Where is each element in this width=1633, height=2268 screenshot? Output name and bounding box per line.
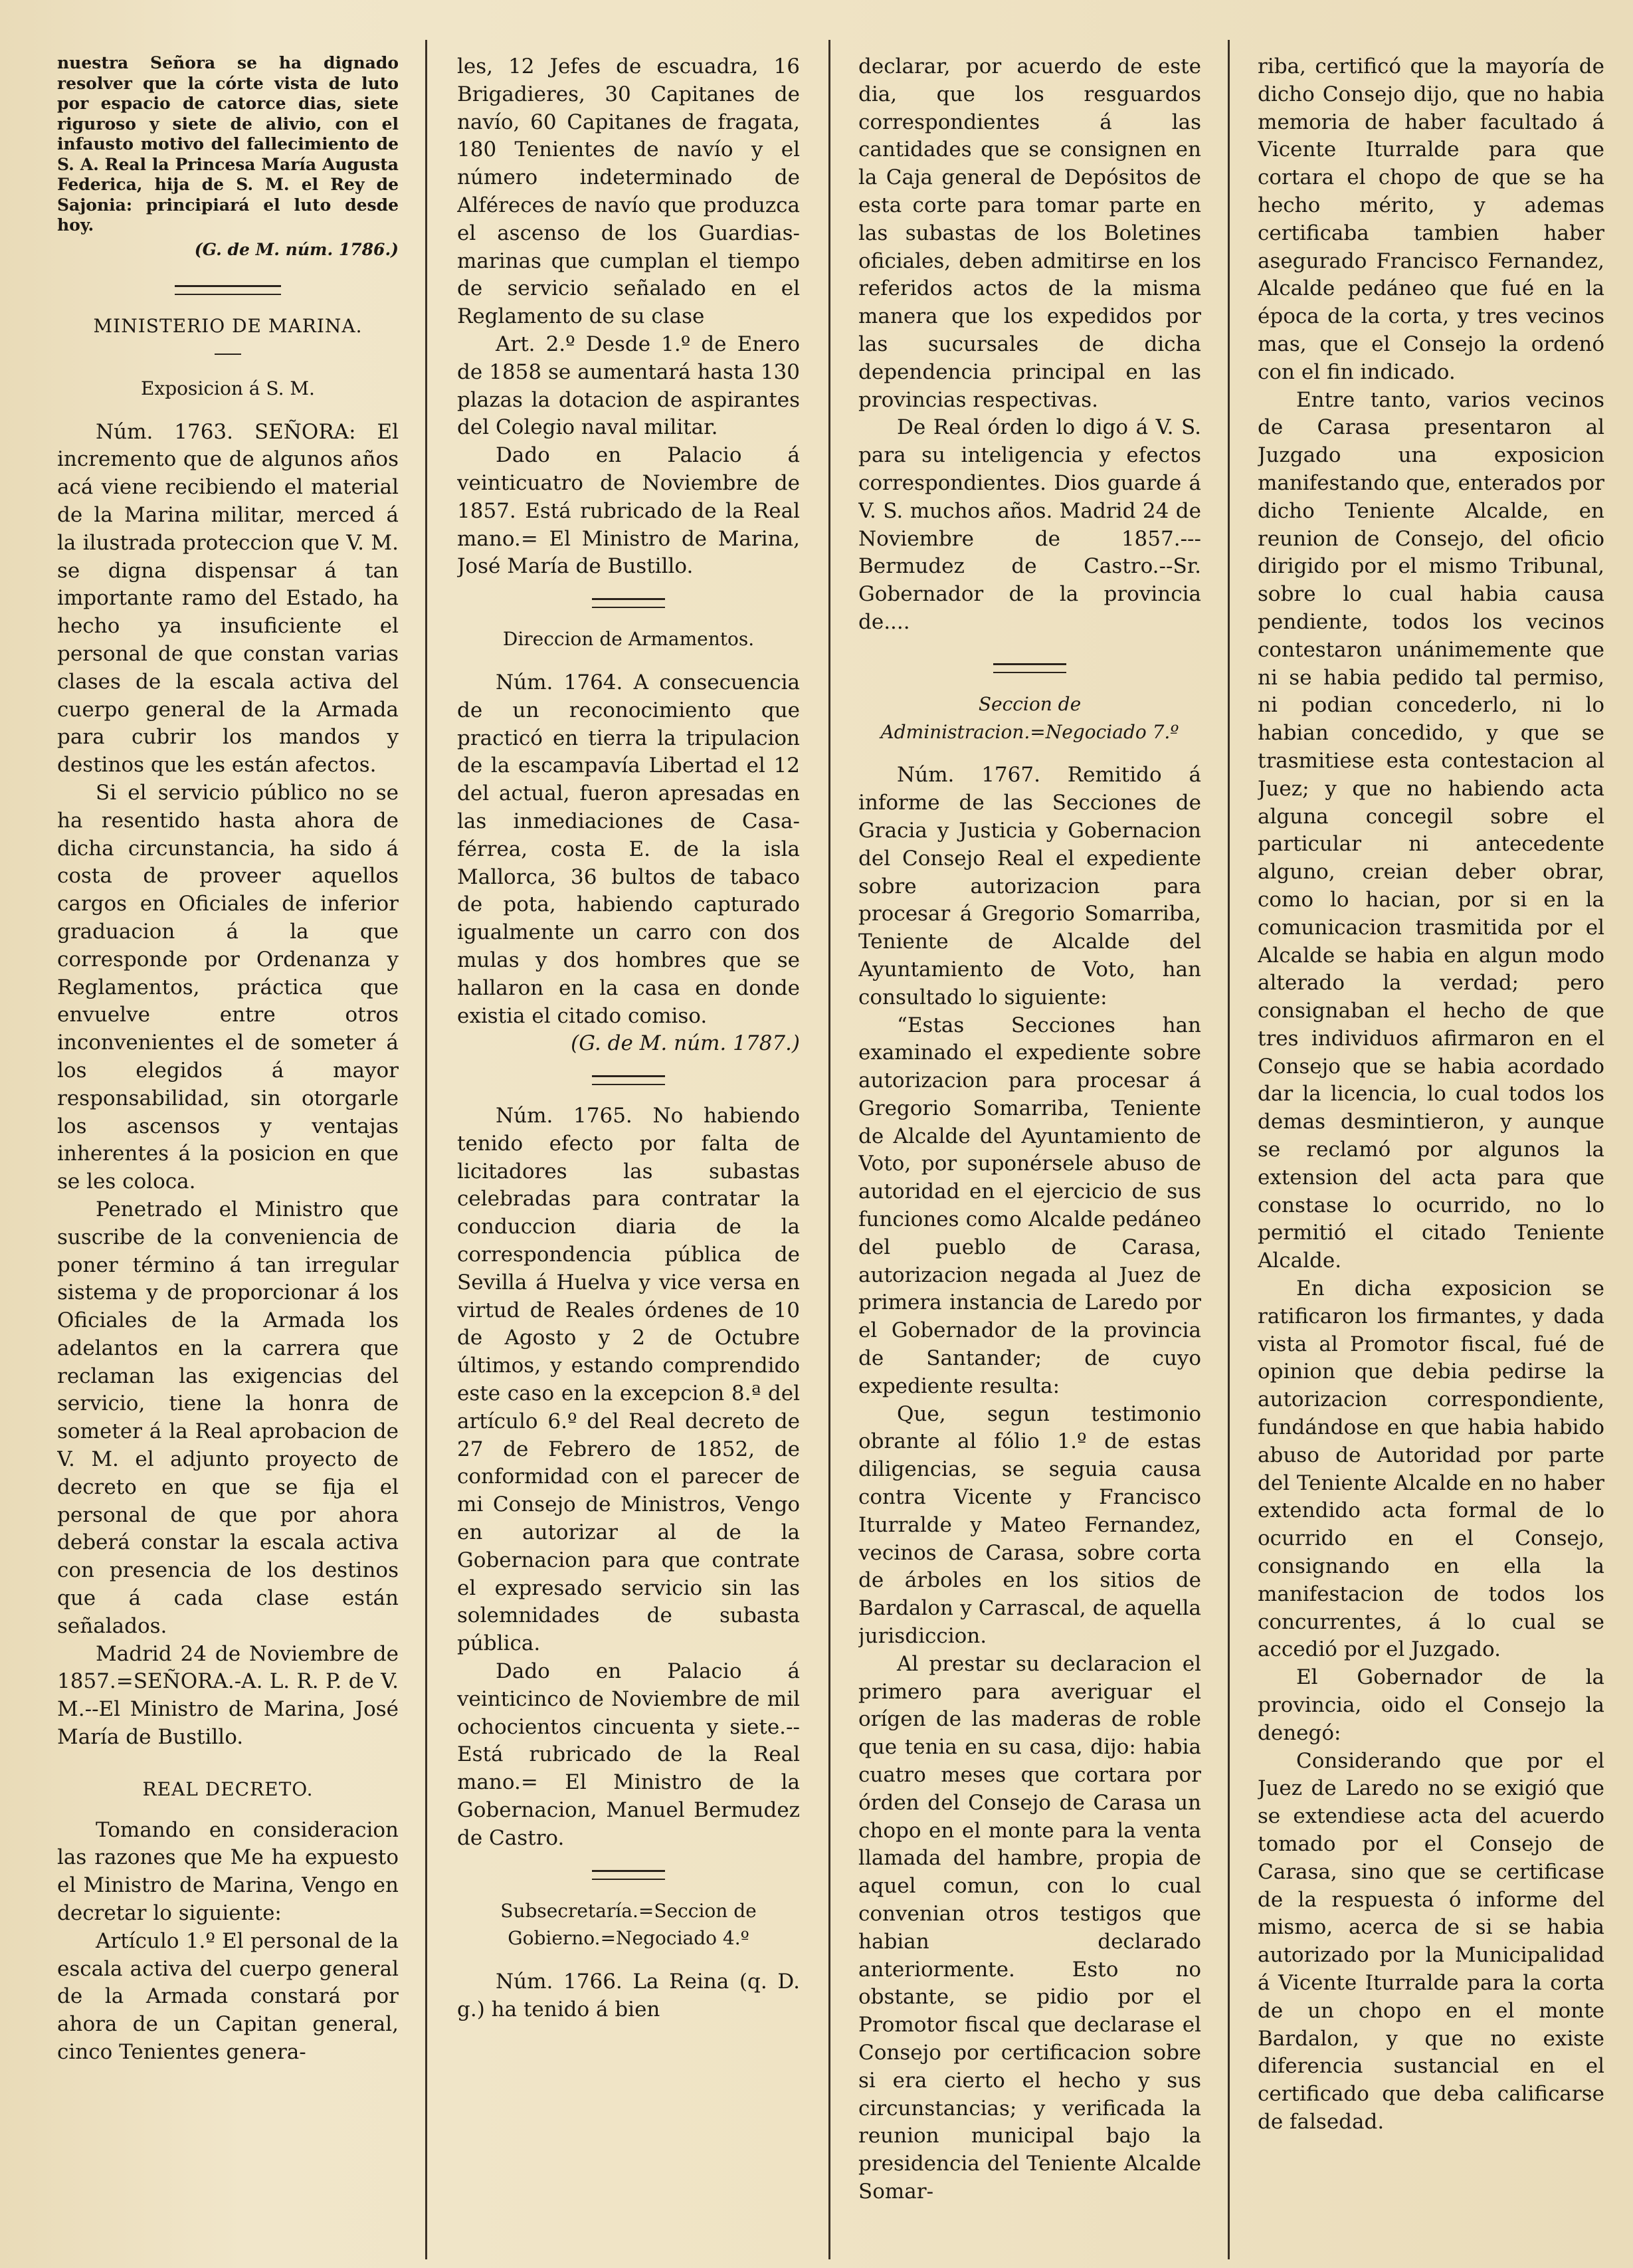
paragraph: Núm. 1764. A consecuencia de un reconocimiento que practicó en tierra la tripulacion de la escampavía Libertad el 12 del actual, fueron apresadas en las inmediaciones de Casa-férrea, costa E. de la isla Mallorca, 36 bultos de tabaco de pota, habiendo capturado igualmente un carro con dos mulas y dos hombres que se hallaron en la casa en donde existia el citado comiso. [457, 670, 800, 1028]
column-1 [57, 53, 399, 2253]
section-ornament [993, 663, 1066, 673]
column-3 [858, 53, 1201, 2253]
citation: (G. de M. núm. 1787.) [571, 1031, 800, 1056]
column-2 [457, 53, 800, 2253]
decree-heading: REAL DECRETO. [142, 1778, 314, 1800]
paragraph: Considerando que por el Juez de Laredo no se exigió que se extendiese acta del acuerdo tomado por el Consejo de Carasa, sino que se certificase de la respuesta ó informe del mismo, acerca de si se habia autorizado por la Municipalidad á Vicente Iturralde para la corta de un chopo en el monte Bardalon, y que no existe diferencia sustancial en el certificado que deba calificarse de falsedad. [1258, 1748, 1604, 2134]
paragraph: declarar, por acuerdo de este dia, que los resguardos correspondientes á las cantidades que se consignen en la Caja general de Depósitos de esta corte para tomar parte en las subastas de los Boletines oficiales, deben admitirse en los referidos actos de la misma manera que los expedidos por las sucursales de dicha dependencia principal en las provincias respectivas. [858, 54, 1201, 412]
signature-paragraph: Dado en Palacio á veinticuatro de Noviembre de 1857. Está rubricado de la Real mano.= El Ministro de Marina, José María de Bustillo. [457, 443, 800, 579]
heading-rule [215, 354, 241, 355]
ministry-heading: MINISTERIO DE MARINA. [93, 315, 363, 337]
section-ornament [592, 1870, 665, 1880]
paragraph: Al prestar su declaracion el primero para averiguar el orígen de las maderas de roble que tenia en su casa, dijo: habia cuatro meses que cortara por órden del Consejo de Carasa un chopo en el monte para la venta llamada del hambre, propia de aquel comun, con lo cual convenian otros testigos que habian declarado anteriormente. Esto no obstante, se pidio por el Promotor fiscal que declarase el Consejo por certificacion sobre si era cierto el hecho y sus circunstancias; y verificada la reunion municipal bajo la presidencia del Teniente Alcalde Somar- [858, 1651, 1201, 2204]
paragraph: Tomando en consideracion las razones que Me ha expuesto el Ministro de Marina, Vengo en decretar lo siguiente: [57, 1817, 399, 1926]
paragraph: Núm. 1765. No habiendo tenido efecto por falta de licitadores las subastas celebradas para contratar la conduccion diaria de la correspondencia pública de Sevilla á Huelva y vice versa en virtud de Reales órdenes de 10 de Agosto y 2 de Octubre últimos, y estando comprendido este caso en la excepcion 8.ª del artículo 6.º del Real decreto de 27 de Febrero de 1852, de conformidad con el parecer de mi Consejo de Ministros, Vengo en autorizar al de la Gobernacion para que contrate el expresado servicio sin las solemnidades de subasta pública. [457, 1104, 800, 1656]
section-ornament [175, 285, 281, 295]
paragraph: Artículo 1.º El personal de la escala activa del cuerpo general de la Armada constará por ahora de un Capitan general, cinco Tenientes genera- [57, 1928, 399, 2065]
paragraph: Entre tanto, varios vecinos de Carasa presentaron al Juzgado una exposicion manifestando que, enterados por dicho Teniente Alcalde, en reunion de Consejo, del oficio dirigido por el mismo Tribunal, sobre lo cual habia causa pendiente, todos los vecinos contestaron unánimemente que ni se habia pedido tal permiso, ni podian concederlo, ni lo habian concedido, y que se trasmitiese esta contestacion al Juez; y que no habiendo acta alguna concegil sobre el particular ni antecedente alguno, creian deber obrar, como lo hacian, por si en la comunicacion trasmitida por el Alcalde se habia en algun modo alterado la verdad; pero consignaban el hecho de que tres individuos afirmaron en el Consejo que se habia acordado dar la licencia, lo cual todos los demas desmintieron, y aunque se reclamó por algunos la extension del acta para que constase lo ocurrido, no lo permitió el citado Teniente Alcalde. [1258, 387, 1604, 1273]
column-4 [1258, 53, 1604, 2253]
paragraph: Art. 2.º Desde 1.º de Enero de 1858 se aumentará hasta 130 plazas la dotacion de aspirantes del Colegio naval militar. [457, 332, 800, 440]
column-divider [425, 40, 427, 2259]
decree-tail-text: nuestra Señora se ha dignado resolver que la córte vista de luto por espacio de catorce dias, siete riguroso y siete de alivio, con el infausto motivo del fallecimiento de S. A. Real la Princesa María Augusta Federica, hija de S. M. el Rey de Sajonia: principiará el luto desde hoy. [57, 53, 399, 235]
paragraph: riba, certificó que la mayoría de dicho Consejo dijo, que no habia memoria de haber facultado á Vicente Iturralde para que cortara el chopo de que se ha hecho mérito, y ademas certificaba tambien haber asegurado Francisco Fernandez, Alcalde pedáneo que fué en la época de la corta, y tres vecinos mas, que el Consejo la ordenó con el fin indicado. [1258, 54, 1604, 384]
column-divider [1228, 40, 1230, 2259]
paragraph: les, 12 Jefes de escuadra, 16 Brigadieres, 30 Capitanes de navío, 60 Capitanes de fragata, 180 Tenientes de navío y el número indeterminado de Alféreces de navío que produzca el ascenso de los Guardias-marinas que cumplan el tiempo de servicio señalado en el Reglamento de su clase [457, 54, 800, 329]
paragraph: Núm. 1766. La Reina (q. D. g.) ha tenido á bien [457, 1970, 800, 2021]
section-ornament [592, 598, 665, 608]
paragraph: “Estas Secciones han examinado el expediente sobre autorizacion para procesar á Gregorio Somarriba, Teniente de Alcalde del Ayuntamiento de Voto, por suponérsele abuso de autoridad en el ejercicio de sus funciones como Alcalde pedáneo del pueblo de Carasa, autorizacion negada al Juez de primera instancia de Laredo por el Gobernador de la provincia de Santander; de cuyo expediente resulta: [858, 1013, 1201, 1398]
subsecretary-heading: Subsecretaría.=Seccion de Gobierno.=Negociado 4.º [500, 1899, 757, 1950]
paragraph: De Real órden lo digo á V. S. para su inteligencia y efectos correspondientes. Dios guarde á V. S. muchos años. Madrid 24 de Noviembre de 1857.--- Bermudez de Castro.--Sr. Gobernador de la provincia de.... [858, 415, 1201, 634]
paragraph: El Gobernador de la provincia, oido el Consejo la denegó: [1258, 1665, 1604, 1745]
paragraph: Núm. 1763. SEÑORA: El incremento que de algunos años acá viene recibiendo el material de la Marina militar, merced á la ilustrada proteccion que V. M. se digna dispensar á tan importante ramo del Estado, ha hecho ya insuficiente el personal de que constan varias clases de la escala activa del cuerpo general de la Armada para cubrir los mandos y destinos que les están afectos. [57, 419, 399, 777]
section-ornament [592, 1075, 665, 1085]
paragraph: Que, segun testimonio obrante al fólio 1.º de estas diligencias, se seguia causa contra Vicente y Francisco Iturralde y Mateo Fernandez, vecinos de Carasa, sobre corta de árboles en los sitios de Bardalon y Carrascal, de aquella jurisdiccion. [858, 1401, 1201, 1649]
directorate-heading: Direccion de Armamentos. [502, 628, 755, 651]
administration-heading: Seccion de Administracion.=Negociado 7.º [880, 692, 1179, 743]
paragraph: Penetrado el Ministro que suscribe de la conveniencia de poner término á tan irregular sistema y de proporcionar á los Oficiales de la Armada los adelantos en la carrera que reclaman las exigencias del servicio, tiene la honra de someter á la Real aprobacion de V. M. el adjunto proyecto de decreto en que se fija el personal de que por ahora deberá constar la escala activa con presencia de los destinos que á cada clase están señalados. [57, 1197, 399, 1638]
paragraph: Si el servicio público no se ha resentido hasta ahora de dicha circunstancia, ha sido á costa de proveer aquellos cargos en Oficiales de inferior graduacion á la que corresponde por Ordenanza y Reglamentos, práctica que envuelve entre otros inconvenientes el de someter á los elegidos á mayor responsabilidad, sin otorgarle los ascensos y ventajas inherentes á la posicion en que se les coloca. [57, 780, 399, 1194]
decree-tail-citation: (G. de M. núm. 1786.) [194, 239, 399, 259]
signature-paragraph: Madrid 24 de Noviembre de 1857.=SEÑORA.-A. L. R. P. de V. M.--El Ministro de Marina, José María de Bustillo. [57, 1641, 399, 1750]
column-divider [828, 40, 830, 2259]
exposition-heading: Exposicion á S. M. [141, 377, 315, 399]
signature-paragraph: Dado en Palacio á veinticinco de Noviembre de mil ochocientos cincuenta y siete.--Está rubricado de la Real mano.= El Ministro de la Gobernacion, Manuel Bermudez de Castro. [457, 1659, 800, 1850]
paragraph: En dicha exposicion se ratificaron los firmantes, y dada vista al Promotor fiscal, fué de opinion que debia pedirse la autorizacion correspondiente, fundándose en que habia habido abuso de Autoridad por parte del Teniente Alcalde en no haber extendido acta formal de lo ocurrido en el Consejo, consignando en ella la manifestacion de todos los concurrentes, á lo cual se accedió por el Juzgado. [1258, 1277, 1604, 1662]
paragraph: Núm. 1767. Remitido á informe de las Secciones de Gracia y Justicia y Gobernacion del Consejo Real el expediente sobre autorizacion para procesar á Gregorio Somarriba, Teniente de Alcalde del Ayuntamiento de Voto, han consultado lo siguiente: [858, 763, 1201, 1009]
